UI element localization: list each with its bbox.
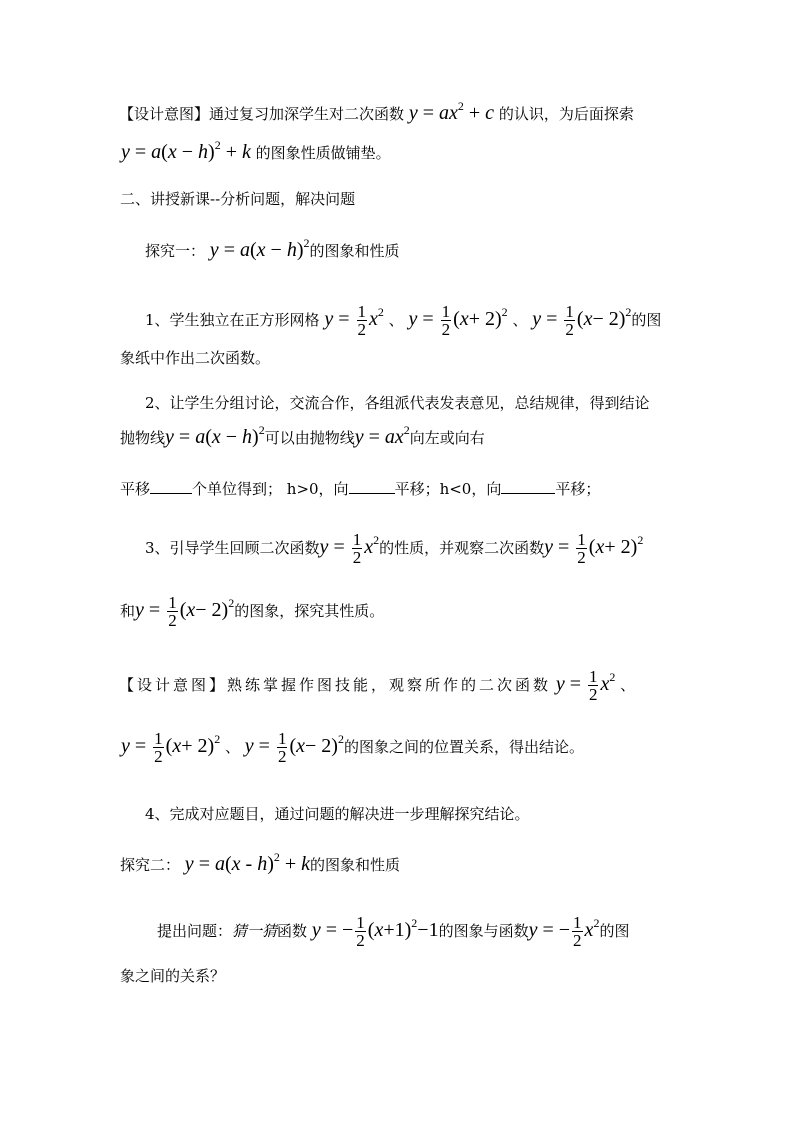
item4-line: 4、完成对应题目，通过问题的解决进一步理解探究结论。 xyxy=(145,805,530,823)
formula-vertex-form: $y = a(x - h)^2 + k$ xyxy=(121,138,251,163)
formula-half-xp2-c: y = $\frac{1}{2}$ $(x+ 2)^2$ xyxy=(121,728,221,766)
formula-half-xp2: y = $\frac{1}{2}$ $(x+ 2)^2$ xyxy=(408,301,508,339)
blank-1[interactable] xyxy=(150,479,192,494)
intent-line-2: $y = a(x - h)^2 + k$ 的图象性质做铺垫。 xyxy=(121,138,391,163)
formula-y-ax2: $y = ax^2$ xyxy=(354,423,410,448)
item3-line1: 3、引导学生回顾二次函数y = $\frac{1}{2}$ $x^2$的性质，并观察二次函数y = $\frac{1}{2}$ $(x+ 2)^2$ xyxy=(145,529,644,567)
explore1-line: 探究一： $y = a(x - h)^2$的图象和性质 xyxy=(145,236,400,261)
question-line2: 象之间的关系？ xyxy=(120,967,226,985)
intent-line-1: 【设计意图】通过复习加深学生对二次函数 $y = ax^2 + c$ 的认识，为后面探索 xyxy=(119,99,634,124)
section-heading: 二、讲授新课--分析问题，解决问题 xyxy=(120,190,356,208)
formula-question-b: y = − $\frac{1}{2}$ $x^2$ xyxy=(528,912,600,950)
formula-half-x2-c: y = $\frac{1}{2}$ $x^2$ xyxy=(555,666,616,704)
intent2-line2: y = $\frac{1}{2}$ $(x+ 2)^2$ 、 y = $\frac{1}{2}$ $(x- 2)^2$的图象之间的位置关系，得出结论。 xyxy=(121,728,584,766)
blank-2[interactable] xyxy=(349,479,395,494)
formula-half-xm2-b: y = $\frac{1}{2}$ $(x- 2)^2$ xyxy=(135,592,235,630)
formula-half-xp2-b: y = $\frac{1}{2}$ $(x+ 2)^2$ xyxy=(544,529,644,567)
item2-line2: 抛物线$y = a(x - h)^2$可以由抛物线$y = ax^2$向左或向右 xyxy=(120,423,485,448)
blank-3[interactable] xyxy=(501,479,555,494)
question-line1: 提出问题：猜一猜函数 y = − $\frac{1}{2}$ $(x+1)^2-1$的图象与函数y = − $\frac{1}{2}$ $x^2$的图 xyxy=(157,912,630,950)
formula-y-a-x-h-2: $y = a(x - h)^2$ xyxy=(209,236,310,261)
item1-line2: 象纸中作出二次函数。 xyxy=(120,349,271,367)
formula-parabola-shift: $y = a(x - h)^2$ xyxy=(165,423,265,448)
item3-line2: 和y = $\frac{1}{2}$ $(x- 2)^2$的图象，探究其性质。 xyxy=(120,592,385,630)
explore2-line: 探究二： y = a(x - h)$^2$ + k的图象和性质 xyxy=(120,850,401,875)
formula-half-xm2-c: y = $\frac{1}{2}$ $(x- 2)^2$ xyxy=(244,728,344,766)
formula-question-a: y = − $\frac{1}{2}$ $(x+1)^2-1$ xyxy=(311,912,439,950)
intent2-line1: 【设计意图】熟练掌握作图技能，观察所作的二次函数 y = $\frac{1}{2}$ $x^2$ 、 xyxy=(119,666,636,704)
item1-line: 1、学生独立在正方形网格 y = $\frac{1}{2}$ $x^2$ 、 y = $\frac{1}{2}$ $(x+ 2)^2$ 、 y = $\frac{1}{2}$ $(x- 2)^2$的图 xyxy=(145,301,662,339)
formula-half-x2: y = $\frac{1}{2}$ $x^2$ xyxy=(324,301,384,339)
fill-blank-line: 平移 个单位得到； h>0，向 平移；h<0，向 平移； xyxy=(120,480,601,498)
formula-half-xm2: y = $\frac{1}{2}$ $(x- 2)^2$ xyxy=(532,301,632,339)
formula-half-x2-b: y = $\frac{1}{2}$ $x^2$ xyxy=(319,529,380,567)
formula-explore2: y = a(x - h)$^2$ + k xyxy=(184,850,311,875)
intent-label: 【设计意图】 xyxy=(119,105,210,123)
item2-line1: 2、让学生分组讨论，交流合作，各组派代表发表意见，总结规律，得到结论 xyxy=(145,394,650,412)
formula-y-ax2-c: $y = ax^2 + c$ xyxy=(408,99,495,124)
